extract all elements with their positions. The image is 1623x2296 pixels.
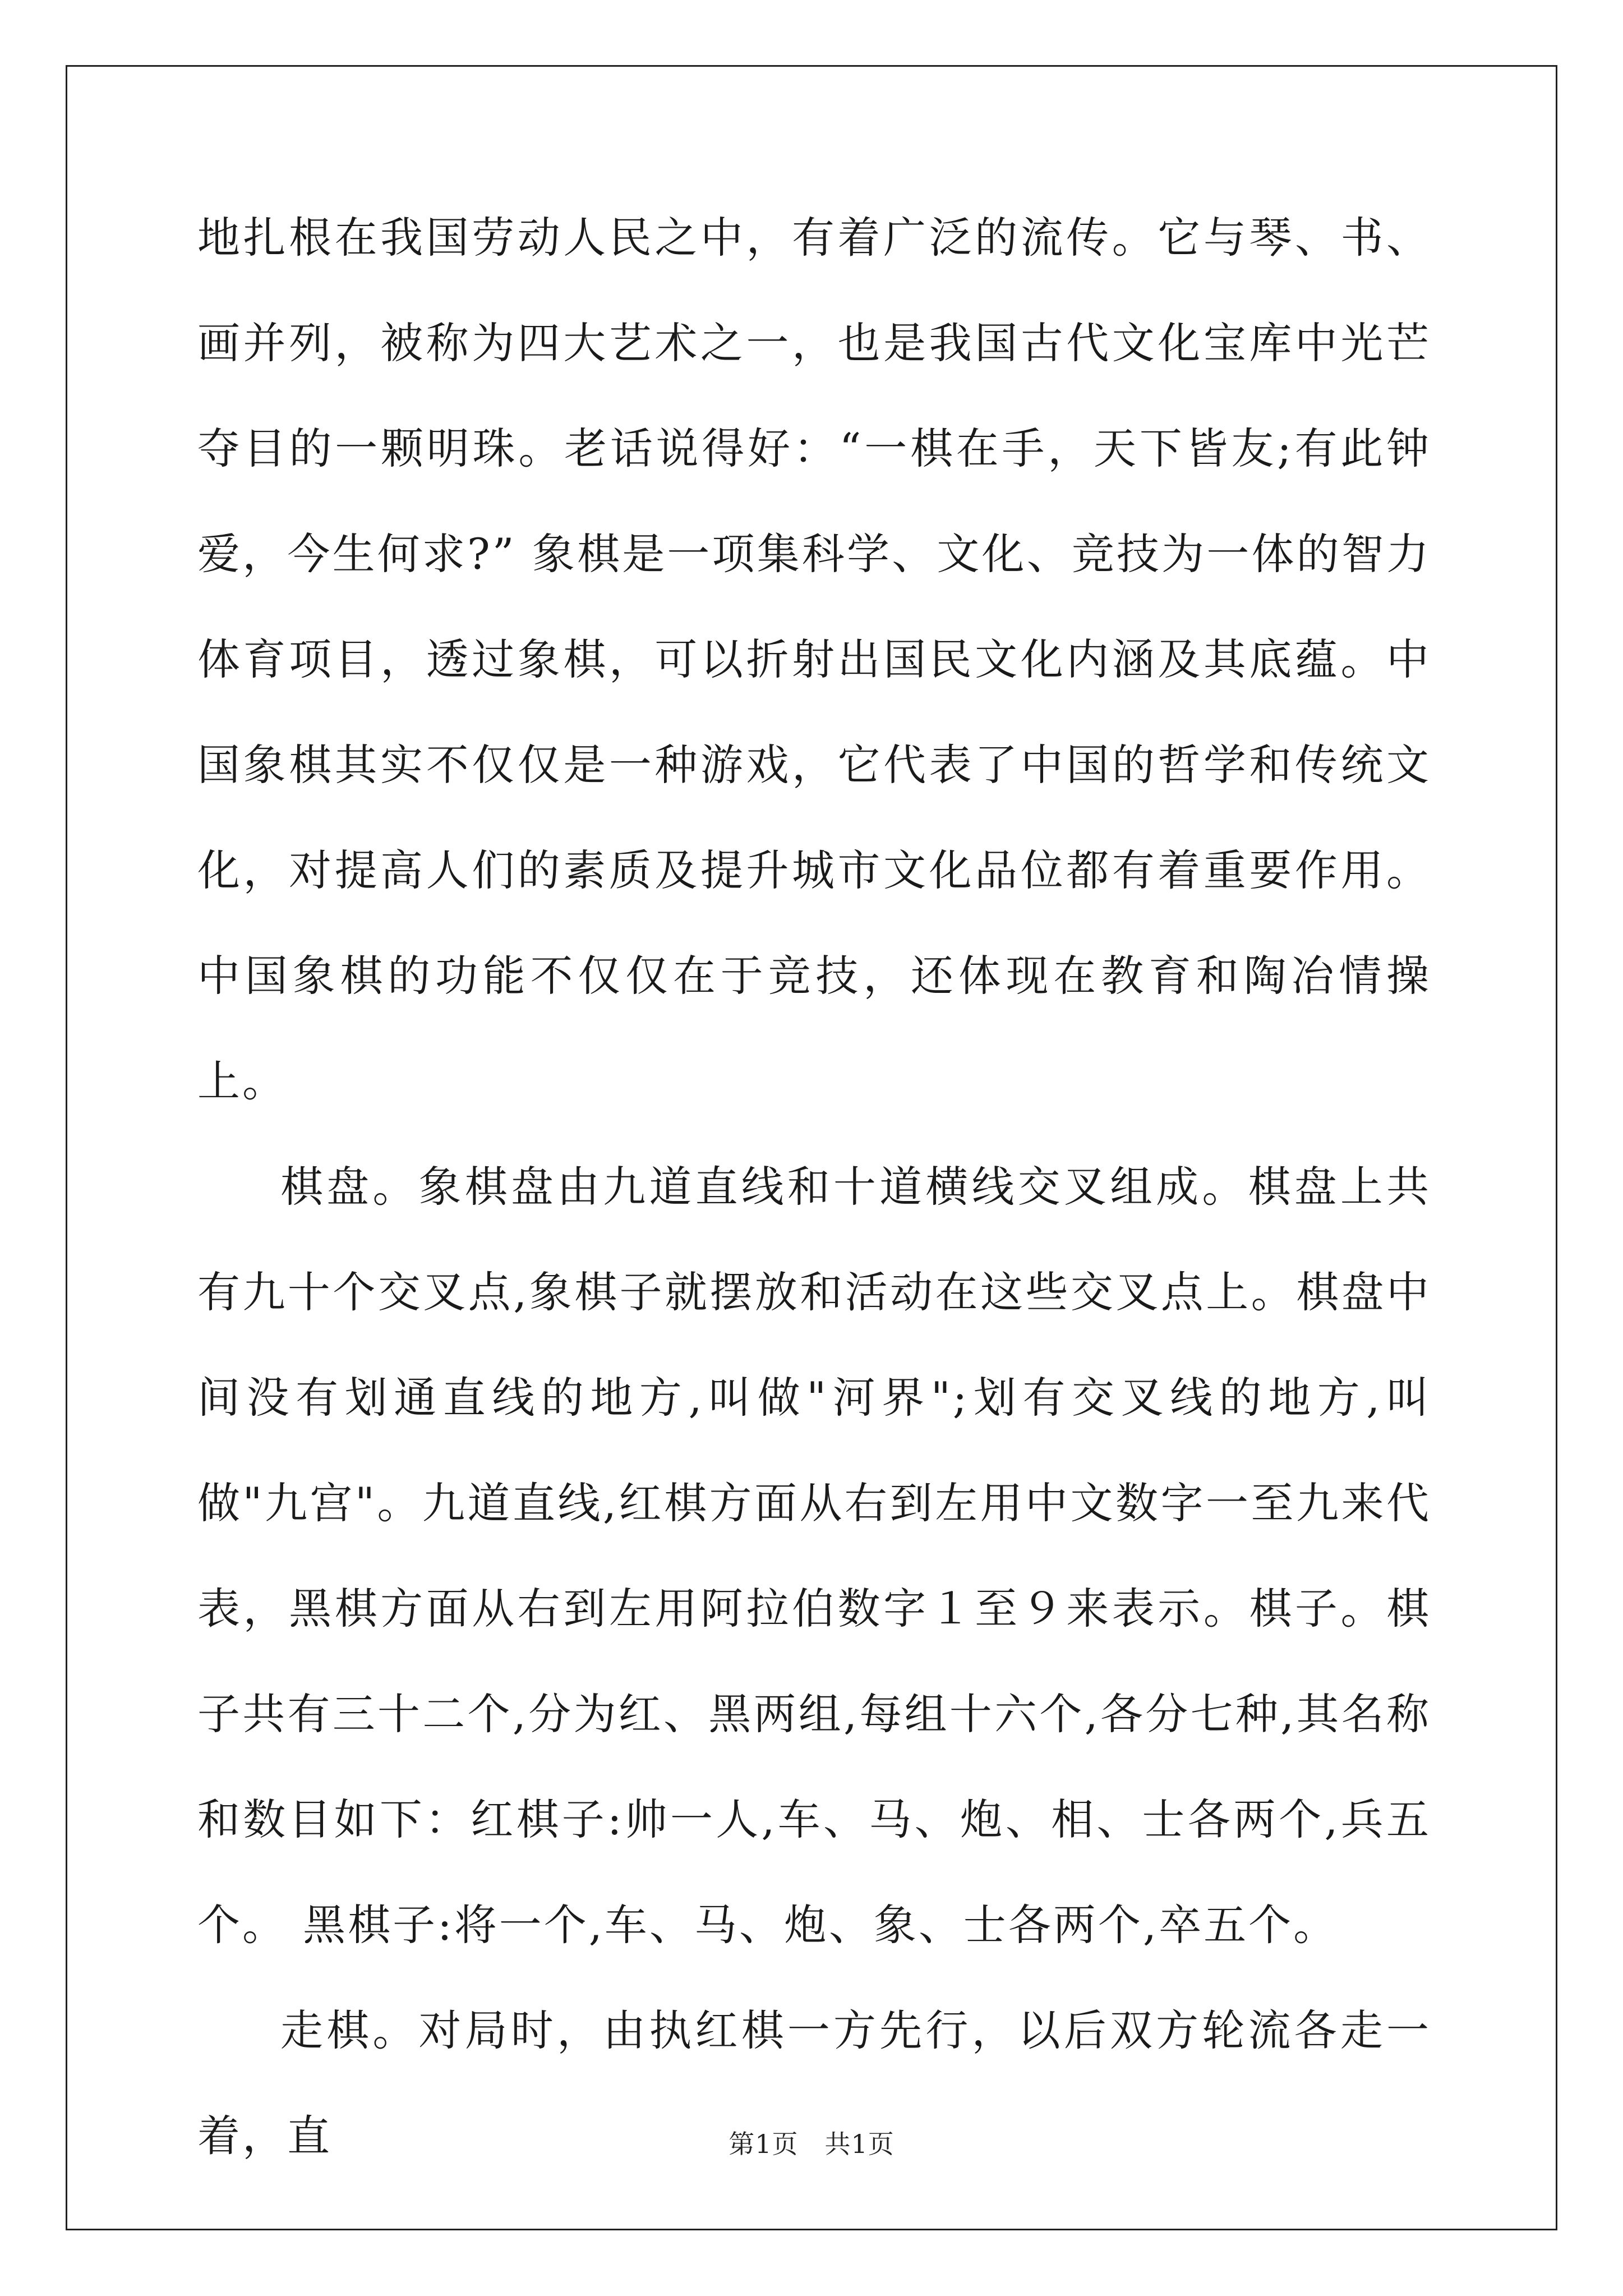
paragraph-moves: 走棋。对局时，由执红棋一方先行，以后双方轮流各走一着，直 — [197, 2005, 1431, 2161]
document-body — [197, 185, 1431, 2189]
paragraph-board-and-pieces: 棋盘。象棋盘由九道直线和十道横线交叉组成。棋盘上共有九十个交叉点,象棋子就摆放和活动在这些交叉点上。棋盘中间没有划通直线的地方,叫做"河界";划有交叉线的地方,叫做"九宫"。九道直线,红棋方面从右到左用中文数字一至九来代表，黑棋方面从右到左用阿拉伯数字１至９来表示。棋子。棋子共有三十二个,分为红、黑两组,每组十六个,各分七种,其名称和数目如下：红棋子:帅一人,车、马、炮、相、士各两个,兵五个。 黑棋子:将一个,车、马、炮、象、士各两个,卒五个。 — [197, 1162, 1431, 1950]
page-footer: 第1页 共1页 — [728, 2129, 895, 2159]
paragraph-intro: 地扎根在我国劳动人民之中，有着广泛的流传。它与琴、书、画并列，被称为四大艺术之一，也是我国古代文化宝库中光芒夺目的一颗明珠。老话说得好：“一棋在手，天下皆友;有此钟爱，今生何求?” 象棋是一项集科学、文化、竞技为一体的智力体育项目，透过象棋，可以折射出国民文化内涵及其底蕴。中国象棋其实不仅仅是一种游戏，它代表了中国的哲学和传统文化，对提高人们的素质及提升城市文化品位都有着重要作用。中国象棋的功能不仅仅在于竞技，还体现在教育和陶冶情操上。 — [197, 213, 1431, 1106]
